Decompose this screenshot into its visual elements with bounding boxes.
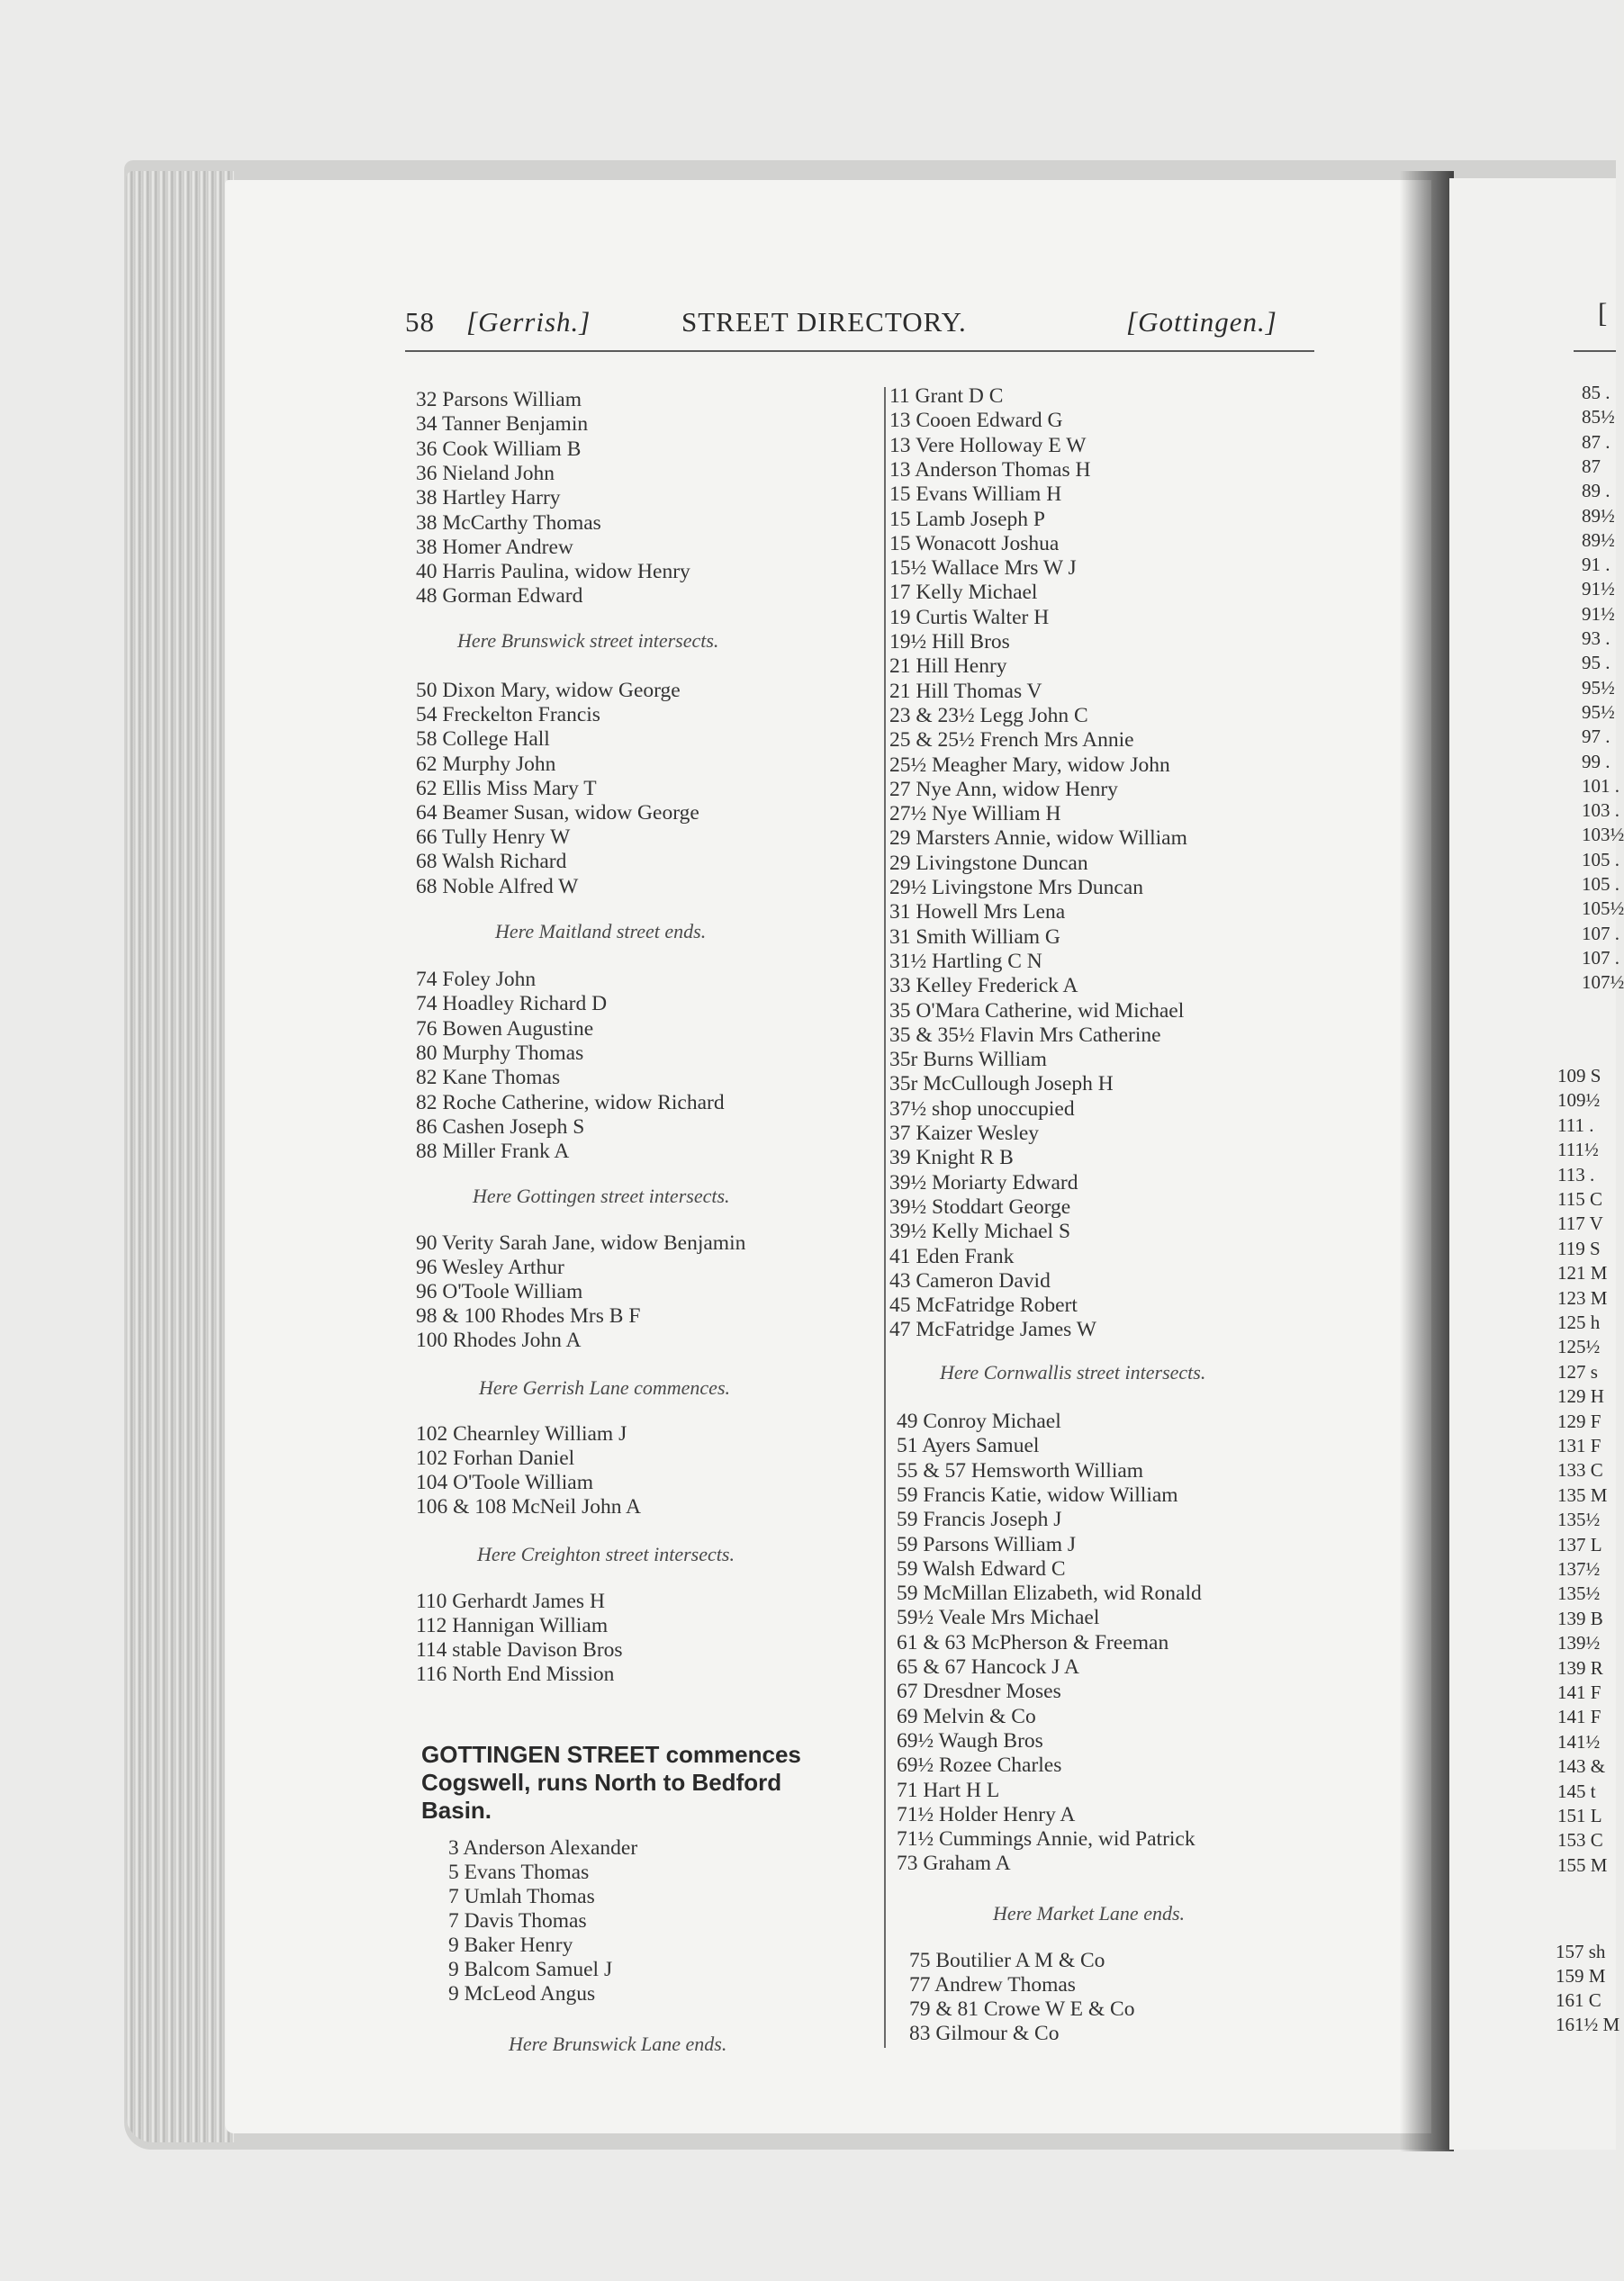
directory-entry: 74 Foley John — [416, 968, 537, 991]
facing-entry: 117 V — [1557, 1213, 1603, 1235]
directory-entry: 34 Tanner Benjamin — [416, 412, 589, 437]
directory-entry: 104 O'Toole William — [416, 1471, 594, 1494]
directory-entry: 62 Murphy John — [416, 752, 556, 776]
directory-entry: 29 Livingstone Duncan — [889, 851, 1088, 875]
directory-entry: 86 Cashen Joseph S — [416, 1114, 585, 1139]
directory-entry: 13 Cooen Edward G — [889, 409, 1063, 433]
facing-entry: 87 — [1582, 455, 1601, 477]
directory-entry: 7 Davis Thomas — [448, 1909, 587, 1933]
directory-entry: 25 & 25½ French Mrs Annie — [889, 728, 1134, 753]
directory-entry: 9 McLeod Angus — [448, 1982, 596, 2006]
directory-entry: 33 Kelley Frederick A — [889, 974, 1078, 998]
facing-entry: 91½ — [1582, 578, 1615, 600]
directory-entry: 98 & 100 Rhodes Mrs B F — [416, 1304, 641, 1328]
facing-entry: 95½ — [1582, 700, 1615, 723]
directory-entry: 38 Homer Andrew — [416, 535, 573, 559]
directory-entry: 11 Grant D C — [889, 384, 1004, 408]
directory-entry: 69 Melvin & Co — [897, 1704, 1036, 1728]
facing-entry: 103½ — [1582, 824, 1624, 846]
facing-entry: 123 M — [1557, 1286, 1608, 1309]
directory-entry: 39½ Stoddart George — [889, 1195, 1071, 1219]
facing-entry: 139 R — [1557, 1656, 1603, 1679]
facing-entry: 141 F — [1557, 1706, 1601, 1728]
facing-entry: 135 M — [1557, 1483, 1608, 1506]
directory-entry: 45 McFatridge Robert — [889, 1294, 1078, 1318]
directory-entry: 65 & 67 Hancock J A — [897, 1655, 1079, 1679]
street-heading-line: GOTTINGEN STREET commences — [421, 1741, 801, 1768]
facing-entry: 127 s — [1557, 1360, 1598, 1383]
directory-entry: 68 Noble Alfred W — [416, 874, 579, 898]
directory-entry: 38 McCarthy Thomas — [416, 510, 601, 535]
directory-entry: 35 O'Mara Catherine, wid Michael — [889, 998, 1185, 1023]
directory-entry: 31 Smith William G — [889, 924, 1060, 949]
intersection-note: Here Gottingen street intersects. — [473, 1185, 730, 1207]
directory-entry: 35 & 35½ Flavin Mrs Catherine — [889, 1023, 1161, 1047]
directory-entry: 21 Hill Thomas V — [889, 679, 1042, 703]
directory-entry: 31 Howell Mrs Lena — [889, 900, 1066, 924]
facing-entry: 161½ M — [1556, 2014, 1620, 2035]
directory-entry: 58 College Hall — [416, 727, 550, 752]
facing-entry: 89½ — [1582, 504, 1615, 527]
directory-entry: 36 Cook William B — [416, 437, 582, 461]
directory-entry: 9 Balcom Samuel J — [448, 1958, 613, 1981]
directory-entry: 88 Miller Frank A — [416, 1140, 570, 1164]
header-right-street: [Gottingen.] — [1126, 306, 1277, 338]
facing-entry: 141 F — [1557, 1681, 1601, 1703]
directory-entry: 25½ Meagher Mary, widow John — [889, 753, 1170, 777]
facing-entry: 113 . — [1557, 1163, 1595, 1186]
facing-entry: 107½ — [1582, 971, 1624, 994]
facing-entry: 145 t — [1557, 1780, 1596, 1802]
directory-entry: 15 Lamb Joseph P — [889, 507, 1045, 531]
facing-entry: 85 . — [1582, 382, 1610, 403]
directory-entry: 59 Francis Joseph J — [897, 1508, 1062, 1532]
directory-entry: 96 O'Toole William — [416, 1280, 583, 1303]
directory-entry: 19 Curtis Walter H — [889, 605, 1050, 629]
directory-entry: 82 Roche Catherine, widow Richard — [416, 1090, 725, 1114]
facing-entry: 105 . — [1582, 848, 1619, 870]
directory-entry: 3 Anderson Alexander — [448, 1836, 638, 1860]
header-left-street: [Gerrish.] — [466, 306, 591, 338]
directory-entry: 37 Kaizer Wesley — [889, 1122, 1040, 1145]
facing-entry: 119 S — [1557, 1237, 1601, 1259]
directory-entry: 39 Knight R B — [889, 1146, 1014, 1170]
intersection-note: Here Brunswick Lane ends. — [509, 2033, 727, 2055]
directory-entry: 82 Kane Thomas — [416, 1066, 561, 1090]
directory-page — [225, 180, 1431, 2133]
directory-entry: 31½ Hartling C N — [889, 949, 1042, 973]
directory-entry: 68 Walsh Richard — [416, 850, 567, 874]
facing-entry: 143 & — [1557, 1755, 1606, 1778]
directory-entry: 77 Andrew Thomas — [909, 1973, 1076, 1997]
facing-entry: 91 . — [1582, 554, 1610, 576]
directory-entry: 55 & 57 Hemsworth William — [897, 1458, 1144, 1483]
street-heading-line: Cogswell, runs North to Bedford — [421, 1769, 782, 1796]
facing-entry: 115 C — [1557, 1188, 1602, 1210]
directory-entry: 59½ Veale Mrs Michael — [897, 1606, 1100, 1630]
directory-entry: 47 McFatridge James W — [889, 1318, 1096, 1342]
facing-entry: 89 . — [1582, 480, 1610, 502]
facing-entry: 101 . — [1582, 774, 1619, 797]
facing-entry: 153 C — [1557, 1829, 1603, 1852]
directory-entry: 27½ Nye William H — [889, 802, 1061, 826]
directory-entry: 76 Bowen Augustine — [416, 1016, 594, 1041]
directory-entry: 59 Parsons William J — [897, 1532, 1077, 1556]
facing-entry: 93 . — [1582, 627, 1610, 649]
directory-entry: 79 & 81 Crowe W E & Co — [909, 1997, 1135, 2021]
directory-entry: 13 Vere Holloway E W — [889, 433, 1087, 457]
facing-entry: 159 M — [1556, 1965, 1606, 1987]
intersection-note: Here Cornwallis street intersects. — [940, 1361, 1206, 1384]
facing-entry: 155 M — [1557, 1853, 1608, 1876]
facing-entry: 109 S — [1557, 1065, 1601, 1086]
facing-entry: 129 H — [1557, 1385, 1604, 1408]
intersection-note: Here Brunswick street intersects. — [457, 629, 719, 652]
facing-entry: 139 B — [1557, 1607, 1603, 1629]
directory-entry: 80 Murphy Thomas — [416, 1041, 584, 1065]
facing-entry: 111 . — [1557, 1113, 1594, 1136]
facing-entry: 89½ — [1582, 528, 1615, 551]
facing-entry: 137 L — [1557, 1533, 1602, 1555]
facing-entry: 85½ — [1582, 406, 1615, 428]
intersection-note: Here Gerrish Lane commences. — [479, 1376, 731, 1399]
intersection-note: Here Market Lane ends. — [993, 1902, 1186, 1925]
page-edges — [126, 171, 234, 2142]
directory-entry: 116 North End Mission — [416, 1663, 615, 1686]
directory-entry: 112 Hannigan William — [416, 1614, 609, 1637]
directory-entry: 83 Gilmour & Co — [909, 2022, 1060, 2045]
page-number: 58 — [405, 306, 435, 338]
facing-entry: 135½ — [1557, 1582, 1601, 1605]
facing-entry: 151 L — [1557, 1805, 1602, 1826]
facing-entry: 121 M — [1557, 1262, 1608, 1285]
directory-entry: 48 Gorman Edward — [416, 584, 583, 609]
facing-entry: 87 . — [1582, 430, 1610, 453]
directory-entry: 106 & 108 McNeil John A — [416, 1495, 642, 1519]
directory-entry: 69½ Waugh Bros — [897, 1728, 1043, 1753]
facing-entry: 95½ — [1582, 676, 1615, 699]
directory-entry: 13 Anderson Thomas H — [889, 457, 1091, 482]
directory-entry: 59 Francis Katie, widow William — [897, 1483, 1178, 1507]
facing-entry: 125½ — [1557, 1336, 1601, 1358]
directory-entry: 67 Dresdner Moses — [897, 1680, 1061, 1704]
facing-entry: 125 h — [1557, 1312, 1601, 1333]
directory-entry: 54 Freckelton Francis — [416, 703, 600, 727]
directory-entry: 64 Beamer Susan, widow George — [416, 801, 699, 825]
directory-entry: 66 Tully Henry W — [416, 825, 571, 850]
directory-entry: 61 & 63 McPherson & Freeman — [897, 1630, 1169, 1654]
directory-entry: 59 Walsh Edward C — [897, 1556, 1066, 1581]
directory-entry: 51 Ayers Samuel — [897, 1434, 1040, 1458]
facing-entry: 107 . — [1582, 946, 1619, 969]
directory-entry: 50 Dixon Mary, widow George — [416, 679, 681, 702]
directory-entry: 71½ Holder Henry A — [897, 1802, 1076, 1826]
facing-header-rule — [1574, 350, 1616, 352]
directory-entry: 110 Gerhardt James H — [416, 1590, 605, 1613]
facing-entry: 139½ — [1557, 1632, 1601, 1654]
facing-entry: 161 C — [1556, 1989, 1601, 2011]
column-divider — [884, 387, 886, 2048]
facing-entry: 109½ — [1557, 1089, 1601, 1112]
directory-entry: 27 Nye Ann, widow Henry — [889, 777, 1118, 801]
facing-entry: 105 . — [1582, 873, 1619, 895]
facing-entry: 111½ — [1557, 1139, 1599, 1161]
directory-entry: 15 Evans William H — [889, 482, 1062, 507]
directory-entry: 21 Hill Henry — [889, 654, 1007, 679]
directory-entry: 40 Harris Paulina, widow Henry — [416, 560, 690, 584]
directory-entry: 100 Rhodes John A — [416, 1329, 582, 1352]
directory-entry: 43 Cameron David — [889, 1268, 1051, 1293]
directory-entry: 36 Nieland John — [416, 461, 555, 485]
facing-entry: 91½ — [1582, 602, 1615, 625]
directory-entry: 15 Wonacott Joshua — [889, 531, 1060, 555]
facing-entry: 137½ — [1557, 1558, 1601, 1580]
facing-entry: 97 . — [1582, 726, 1610, 748]
street-heading-line: Basin. — [421, 1797, 492, 1824]
directory-entry: 35r McCullough Joseph H — [889, 1072, 1114, 1096]
facing-entry: 105½ — [1582, 897, 1624, 920]
directory-entry: 5 Evans Thomas — [448, 1861, 590, 1884]
directory-entry: 102 Forhan Daniel — [416, 1447, 575, 1470]
directory-entry: 49 Conroy Michael — [897, 1410, 1061, 1433]
facing-entry: 107 . — [1582, 922, 1619, 944]
directory-entry: 69½ Rozee Charles — [897, 1754, 1062, 1778]
facing-entry: 95 . — [1582, 652, 1610, 674]
directory-entry: 59 McMillan Elizabeth, wid Ronald — [897, 1582, 1202, 1606]
directory-entry: 102 Chearnley William J — [416, 1422, 627, 1446]
facing-entry: 141½ — [1557, 1730, 1601, 1753]
directory-entry: 75 Boutilier A M & Co — [909, 1949, 1105, 1972]
directory-entry: 17 Kelly Michael — [889, 581, 1038, 605]
directory-entry: 29 Marsters Annie, widow William — [889, 826, 1187, 851]
intersection-note: Here Maitland street ends. — [495, 920, 707, 942]
facing-entry: 157 sh — [1556, 1941, 1606, 1962]
directory-entry: 7 Umlah Thomas — [448, 1885, 595, 1908]
directory-entry: 39½ Kelly Michael S — [889, 1220, 1071, 1244]
directory-entry: 71½ Cummings Annie, wid Patrick — [897, 1827, 1195, 1852]
intersection-note: Here Creighton street intersects. — [477, 1543, 735, 1565]
directory-entry: 39½ Moriarty Edward — [889, 1170, 1078, 1195]
directory-entry: 96 Wesley Arthur — [416, 1256, 564, 1279]
header-rule — [405, 350, 1314, 352]
directory-entry: 62 Ellis Miss Mary T — [416, 776, 597, 800]
facing-entry: 103 . — [1582, 799, 1619, 822]
facing-header-bracket: [ — [1598, 297, 1609, 329]
directory-entry: 35r Burns William — [889, 1048, 1047, 1072]
directory-entry: 29½ Livingstone Mrs Duncan — [889, 876, 1143, 899]
directory-entry: 71 Hart H L — [897, 1778, 1000, 1802]
facing-entry: 131 F — [1557, 1435, 1601, 1456]
gutter-shadow — [1400, 171, 1454, 2151]
directory-entry: 32 Parsons William — [416, 388, 582, 411]
directory-entry: 37½ shop unoccupied — [889, 1096, 1075, 1121]
directory-entry: 9 Baker Henry — [448, 1934, 573, 1957]
facing-entry: 99 . — [1582, 750, 1610, 772]
directory-entry: 19½ Hill Bros — [889, 630, 1010, 654]
facing-entry: 135½ — [1557, 1509, 1601, 1531]
directory-entry: 38 Hartley Harry — [416, 486, 561, 510]
directory-entry: 90 Verity Sarah Jane, widow Benjamin — [416, 1231, 746, 1255]
directory-entry: 15½ Wallace Mrs W J — [889, 556, 1077, 581]
facing-entry: 133 C — [1557, 1459, 1603, 1482]
directory-entry: 41 Eden Frank — [889, 1244, 1015, 1268]
directory-entry: 74 Hoadley Richard D — [416, 992, 608, 1016]
directory-entry: 114 stable Davison Bros — [416, 1638, 623, 1662]
page-title: STREET DIRECTORY. — [681, 306, 967, 338]
directory-entry: 73 Graham A — [897, 1852, 1011, 1876]
directory-entry: 23 & 23½ Legg John C — [889, 703, 1088, 727]
facing-entry: 129 F — [1557, 1410, 1601, 1432]
